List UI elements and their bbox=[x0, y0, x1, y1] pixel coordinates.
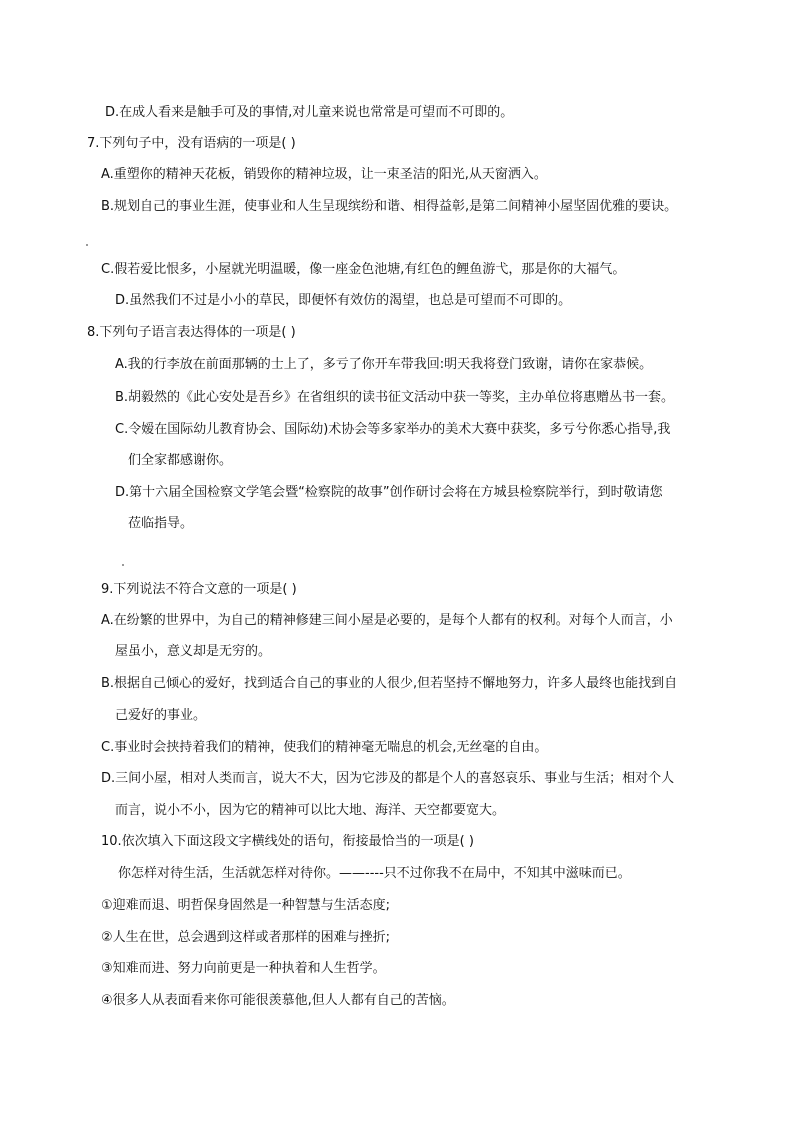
stray-dot bbox=[86, 244, 88, 246]
q9-option-b-continued: 己爱好的事业。 bbox=[115, 708, 207, 723]
q9-option-d-continued: 而言，说小不小，因为它的精神可以比大地、海洋、天空都要宽大。 bbox=[115, 803, 506, 818]
q6-option-d: D.在成人看来是触手可及的事情,对儿童来说也常常是可望而不可即的。 bbox=[105, 105, 514, 120]
q10-sentence-3: ③知难而进、努力向前更是一种执着和人生哲学。 bbox=[101, 961, 386, 976]
q10-passage: 你怎样对待生活，生活就怎样对待你。——----只不过你我不在局中，不知其中滋味而已。 bbox=[118, 866, 631, 881]
q7-option-c: C.假若爱比恨多，小屋就光明温暖，像一座金色池塘,有红色的鲤鱼游弋，那是你的大福气。 bbox=[101, 262, 626, 277]
q7-question: 7.下列句子中，没有语病的一项是( ) bbox=[87, 136, 296, 151]
q9-option-d: D.三间小屋，相对人类而言，说大不大，因为它涉及的都是个人的喜怒哀乐、事业与生活；相对个人 bbox=[101, 771, 675, 786]
q7-option-b: B.规划自己的事业生涯，使事业和人生呈现缤纷和谐、相得益彰,是第二间精神小屋坚固优雅的要诀。 bbox=[101, 199, 678, 214]
q8-option-b: B.胡毅然的《此心安处是吾乡》在省组织的读书征文活动中获一等奖，主办单位将惠赠丛书一套。 bbox=[115, 390, 675, 405]
q9-option-b: B.根据自己倾心的爱好，找到适合自己的事业的人很少,但若坚持不懈地努力，许多人最终也能找到自 bbox=[101, 676, 678, 691]
q8-option-d-continued: 莅临指导。 bbox=[128, 516, 194, 531]
q9-option-a-continued: 屋虽小，意义却是无穷的。 bbox=[115, 644, 272, 659]
q10-sentence-2: ②人生在世，总会遇到这样或者那样的困难与挫折; bbox=[101, 930, 391, 945]
q8-option-a: A.我的行李放在前面那辆的士上了，多亏了你开车带我回:明天我将登门致谢，请你在家恭候。 bbox=[115, 357, 653, 372]
q7-option-a: A.重塑你的精神天花板，销毁你的精神垃圾，让一束圣洁的阳光,从天窗洒入。 bbox=[101, 167, 547, 182]
q8-option-c-continued: 们全家都感谢你。 bbox=[128, 453, 233, 468]
q10-sentence-1: ①迎难而退、明哲保身固然是一种智慧与生活态度; bbox=[101, 898, 391, 913]
q9-option-c: C.事业时会挟持着我们的精神，使我们的精神毫无喘息的机会,无丝毫的自由。 bbox=[101, 740, 548, 755]
q9-question: 9.下列说法不符合文意的一项是( ) bbox=[101, 582, 297, 597]
stray-dot bbox=[122, 564, 124, 566]
q9-option-a: A.在纷繁的世界中，为自己的精神修建三间小屋是必要的，是每个人都有的权利。对每个人而言，小 bbox=[101, 613, 673, 628]
q8-question: 8.下列句子语言表达得体的一项是( ) bbox=[87, 325, 296, 340]
q8-option-d: D.第十六届全国检察文学笔会暨“检察院的故事”创作研讨会将在方城县检察院举行，到时敬请您 bbox=[115, 485, 663, 500]
q7-option-d: D.虽然我们不过是小小的草民，即便怀有效仿的渴望，也总是可望而不可即的。 bbox=[115, 293, 572, 308]
q10-sentence-4: ④很多人从表面看来你可能很羡慕他,但人人都有自己的苦恼。 bbox=[101, 993, 455, 1008]
q10-question: 10.依次填入下面这段文字横线处的语句，衔接最恰当的一项是( ) bbox=[101, 834, 474, 849]
q8-option-c: C.令嫒在国际幼儿教育协会、国际幼)术协会等多家举办的美术大赛中获奖，多亏兮你悉心指导,我 bbox=[115, 422, 671, 437]
